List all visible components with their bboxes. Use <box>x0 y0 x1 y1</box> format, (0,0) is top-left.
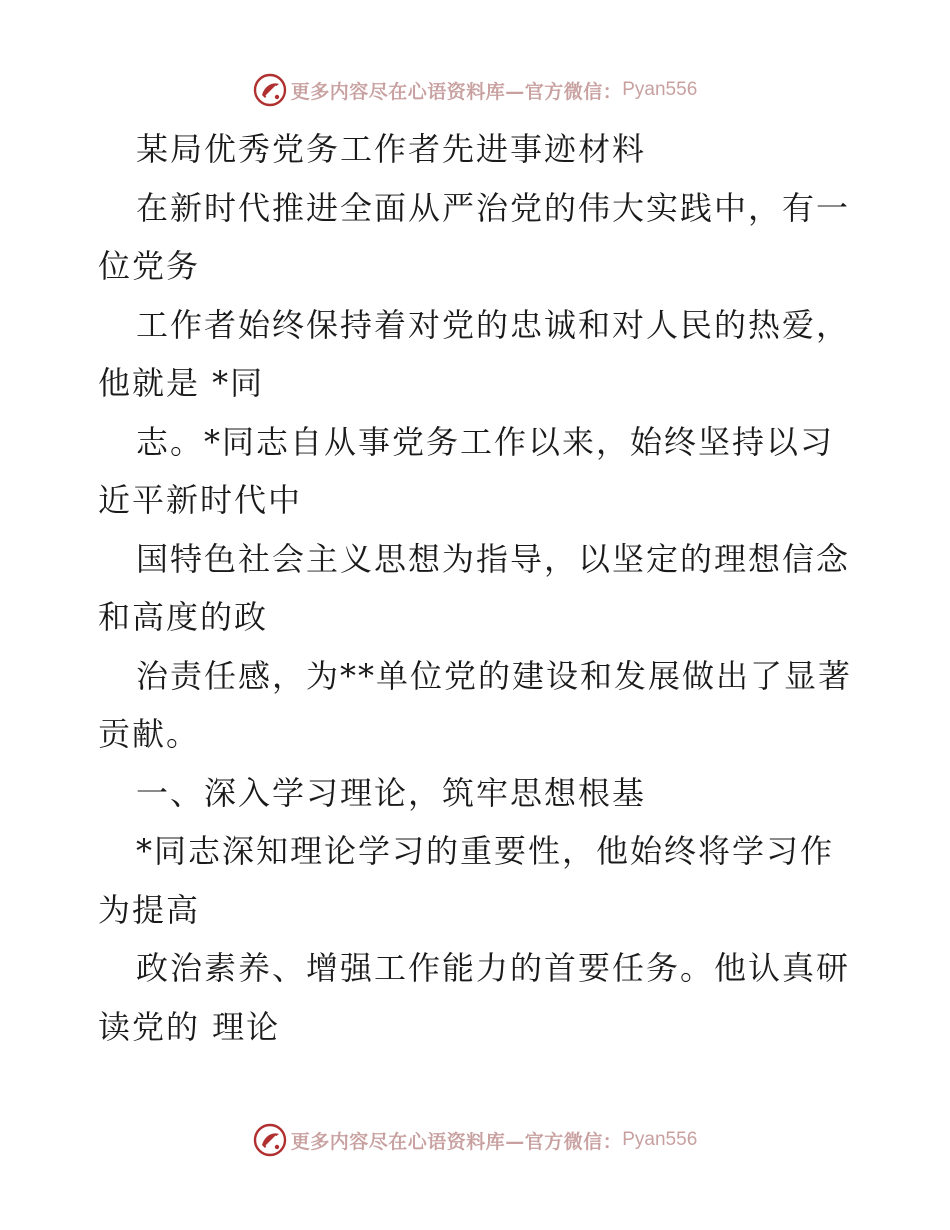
red-seal-logo-icon <box>253 73 287 107</box>
paragraph-line: 贡献。 <box>98 715 201 753</box>
banner-text: 更多内容尽在心语资料库—官方微信： <box>290 1130 623 1153</box>
banner-wechat-id: Pyan556 <box>622 1129 698 1150</box>
footer-banner-content <box>253 1123 698 1157</box>
header-banner-content <box>253 73 698 107</box>
footer-banner <box>0 1120 950 1160</box>
paragraph-line: 在新时代推进全面从严治党的伟大实践中，有一 <box>136 188 851 227</box>
paragraph-line: 政治素养、增强工作能力的首要任务。他认真研 <box>136 949 851 987</box>
paragraph-line: 工作者始终保持着对党的忠诚和对人民的热爱， <box>136 305 851 344</box>
paragraph-line: *同志深知理论学习的重要性，他始终将学习作 <box>136 832 835 870</box>
paragraph-line: 他就是 *同 <box>98 364 265 402</box>
document-title: 某局优秀党务工作者先进事迹材料 <box>136 130 647 168</box>
paragraph-line: 国特色社会主义思想为指导，以坚定的理想信念 <box>136 539 851 578</box>
document-body <box>98 120 858 1056</box>
banner-wechat-id: Pyan556 <box>622 79 698 100</box>
paragraph-line: 近平新时代中 <box>98 481 303 519</box>
red-seal-logo-icon <box>253 1123 287 1157</box>
header-banner <box>0 70 950 110</box>
paragraph-line: 位党务 <box>98 247 201 285</box>
paragraph-line: 读党的 理论 <box>98 1007 281 1046</box>
section-heading: 一、深入学习理论，筑牢思想根基 <box>136 773 647 812</box>
paragraph-line: 为提高 <box>98 890 201 929</box>
paragraph-line: 和高度的政 <box>98 598 269 636</box>
paragraph-line: 治责任感，为**单位党的建设和发展做出了显著 <box>136 656 853 695</box>
banner-text: 更多内容尽在心语资料库—官方微信： <box>290 80 623 103</box>
paragraph-line: 志。*同志自从事党务工作以来，始终坚持以习 <box>136 422 835 461</box>
